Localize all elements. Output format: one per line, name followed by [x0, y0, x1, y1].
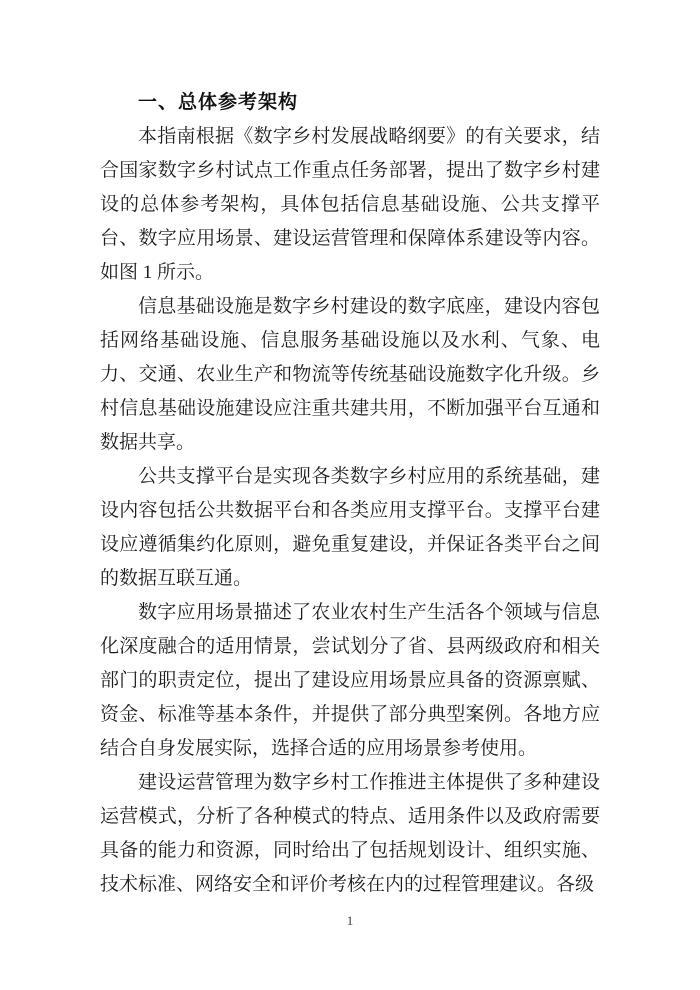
section-heading: 一、总体参考架构: [138, 92, 299, 113]
page-number: 1: [346, 913, 354, 928]
paragraph-public-support-platform: 公共支撑平台是实现各类数字乡村应用的系统基础，建设内容包括公共数据平台和各类应用支撑平台。支撑平台建设应遵循集约化原则，避免重复建设，并保证各类平台之间的数据互联互通。: [100, 466, 600, 589]
document-content: [100, 86, 600, 902]
paragraph-overview: 本指南根据《数字乡村发展战略纲要》的有关要求，结合国家数字乡村试点工作重点任务部署，提出了数字乡村建设的总体参考架构，具体包括信息基础设施、公共支撑平台、数字应用场景、建设运营管理和保障体系建设等内容。如图 1 所示。: [100, 126, 600, 283]
paragraph-construction-operation-management: 建设运营管理为数字乡村工作推进主体提供了多种建设运营模式，分析了各种模式的特点、适用条件以及政府需要具备的能力和资源，同时给出了包括规划设计、组织实施、技术标准、网络安全和评价考核在内的过程管理建议。各级: [100, 772, 600, 895]
paragraph-digital-application-scenarios: 数字应用场景描述了农业农村生产生活各个领域与信息化深度融合的适用情景，尝试划分了省、县两级政府和相关部门的职责定位，提出了建设应用场景应具备的资源禀赋、资金、标准等基本条件，并提供了部分典型案例。各地方应结合自身发展实际，选择合适的应用场景参考使用。: [100, 602, 600, 759]
paragraph-info-infrastructure: 信息基础设施是数字乡村建设的数字底座，建设内容包括网络基础设施、信息服务基础设施以及水利、气象、电力、交通、农业生产和物流等传统基础设施数字化升级。乡村信息基础设施建设应注重共建共用，不断加强平台互通和数据共享。: [100, 296, 600, 453]
